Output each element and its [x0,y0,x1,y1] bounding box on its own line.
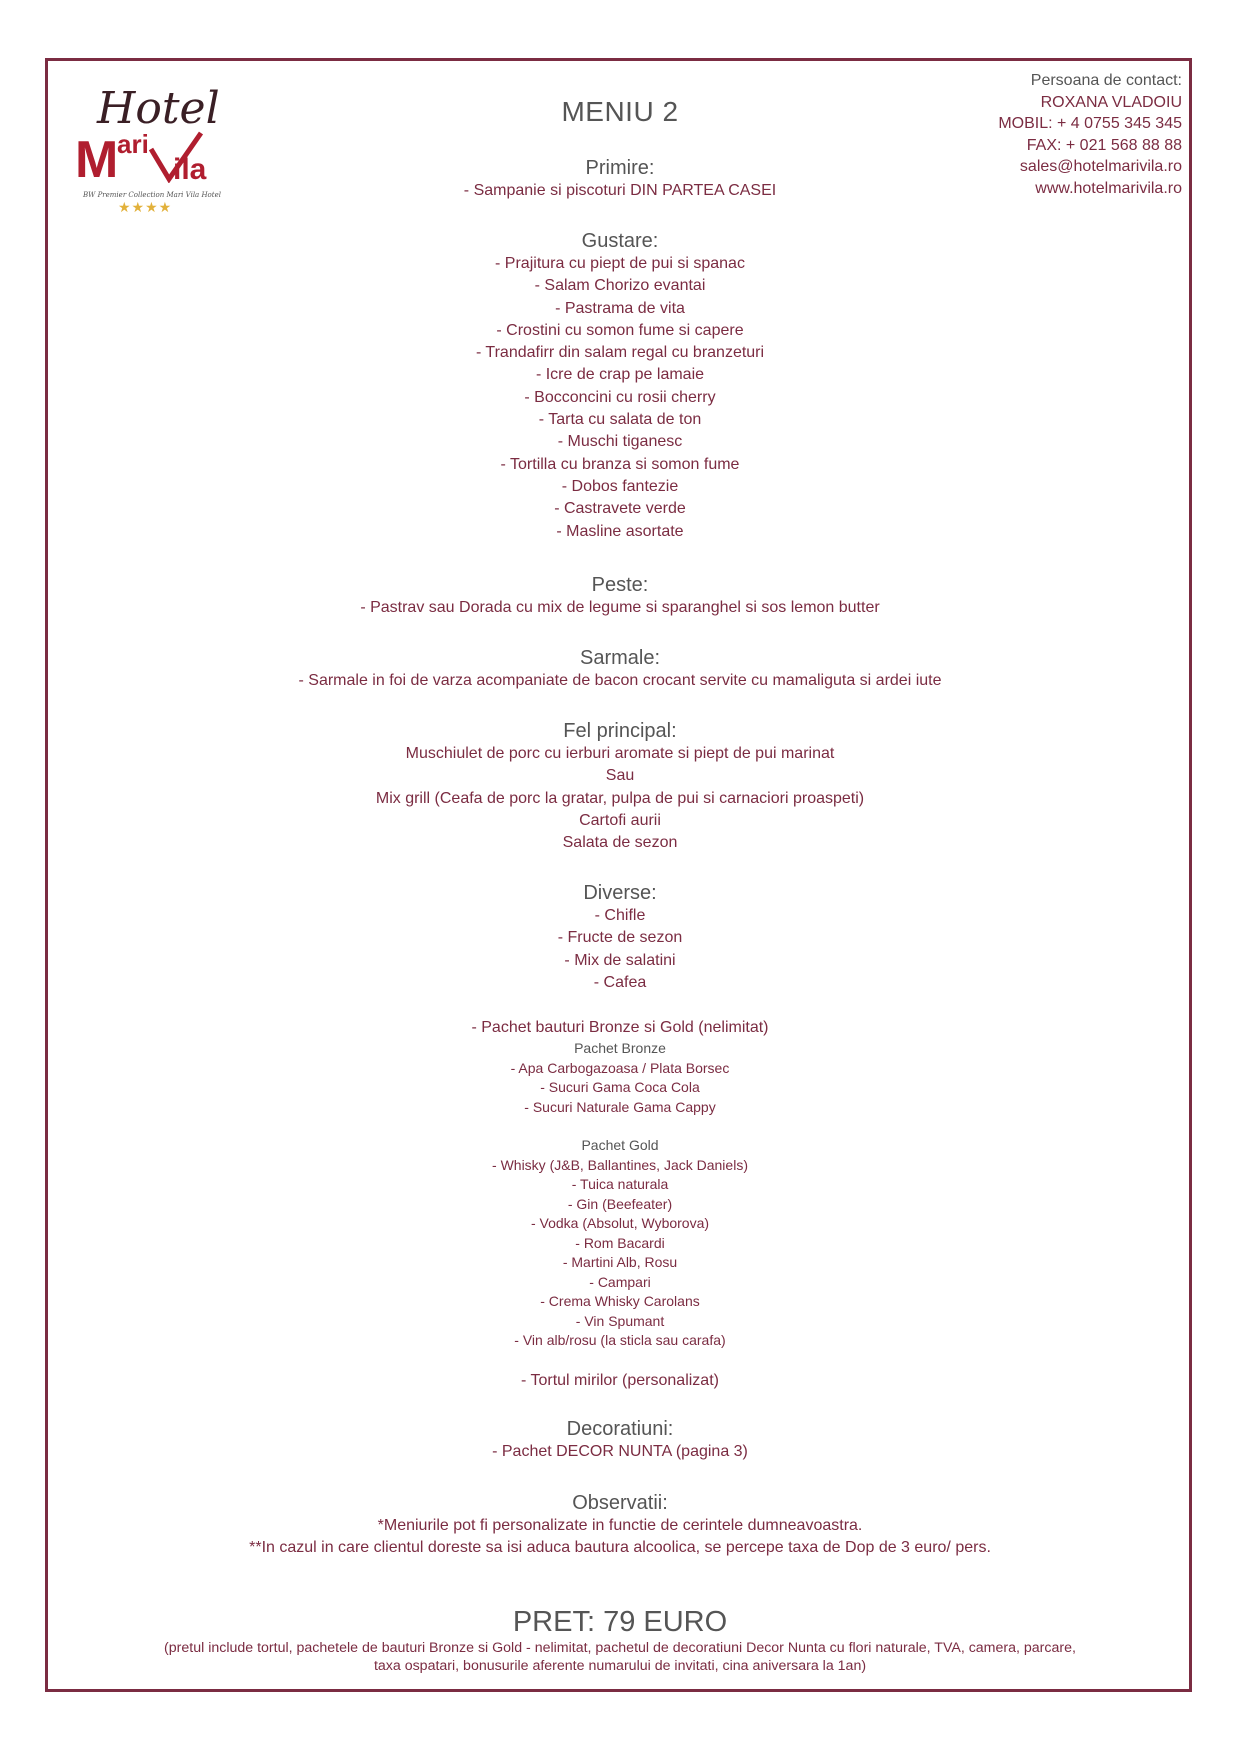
menu-item: - Vodka (Absolut, Wyborova) [530,1215,710,1232]
section-heading: Peste: [591,574,649,596]
menu-item: - Tuica naturala [571,1176,669,1193]
section-heading: Decoratiuni: [566,1418,674,1440]
contact-email-link[interactable]: sales@hotelmarivila.ro [1019,158,1182,175]
menu-item: - Trandafirr din salam regal cu branzeturi [475,344,765,362]
menu-item: - Pachet DECOR NUNTA (pagina 3) [492,1443,748,1460]
menu-item: Muschiulet de porc cu ierburi aromate si piept de pui marinat [405,745,835,762]
menu-item: Salata de sezon [562,834,678,852]
menu-item: - Castravete verde [554,500,686,518]
section-fel-principal [160,719,1080,854]
menu-title: MENIU 2 [561,96,679,127]
section-sarmale [160,646,1080,692]
menu-item: - Vin Spumant [575,1312,665,1329]
section-heading: Observatii: [572,1492,668,1514]
observatie-line: **In cazul in care clientul doreste sa isi aduca bautura alcoolica, se percepe taxa de Dop de 3 euro/ pers. [249,1539,991,1557]
menu-item: - Fructe de sezon [557,929,683,947]
bauturi-intro: - Pachet bauturi Bronze si Gold (nelimitat) [471,1019,769,1036]
menu-item: - Tarta cu salata de ton [538,411,702,429]
menu-item: - Pastrav sau Dorada cu mix de legume si sparanghel si sos lemon butter [360,599,880,616]
menu-item: - Vin alb/rosu (la sticla sau carafa) [514,1332,726,1349]
menu-item: - Apa Carbogazoasa / Plata Borsec [510,1059,730,1076]
menu-item: Sau [605,767,635,785]
menu-item: - Icre de crap pe lamaie [535,366,705,384]
section-heading: Primire: [585,157,655,179]
section-peste [160,573,1080,619]
logo-tagline: BW Premier Collection Mari Vila Hotel [83,191,221,199]
menu-item: - Prajitura cu piept de pui si spanac [495,255,745,272]
menu-item: - Masline asortate [556,522,684,540]
menu-item: - Crostini cu somon fume si capere [496,321,744,339]
logo-hotel-text: Hotel [97,83,220,134]
section-diverse [160,881,1080,994]
price-label: PRET: 79 EURO [512,1606,728,1638]
logo-stars: ★★★★ [118,200,173,216]
menu-item: - Muschi tiganesc [557,433,683,451]
menu-item: Cartofi aurii [579,811,661,829]
menu-item: - Martini Alb, Rosu [562,1254,678,1271]
menu-item: - Pastrama de vita [555,299,685,317]
observatie-line: *Meniurile pot fi personalizate in functie de cerintele dumneavoastra. [377,1517,863,1534]
section-bauturi [160,1017,1080,1351]
section-heading: Sarmale: [579,647,661,669]
menu-item: - Salam Chorizo evantai [534,277,706,295]
menu-item: - Crema Whisky Carolans [540,1293,700,1310]
section-gustare [160,229,1080,543]
contact-mobile: MOBIL: + 4 0755 345 345 [998,115,1182,132]
gold-heading: Pachet Gold [581,1137,659,1154]
menu-item: - Sampanie si piscoturi DIN PARTEA CASEI [463,182,777,199]
menu-item: - Tortilla cu branza si somon fume [500,455,740,473]
menu-item: - Sucuri Gama Coca Cola [540,1079,700,1096]
svg-text:ila: ila [173,153,207,183]
menu-item: - Bocconcini cu rosii cherry [524,388,716,406]
menu-item: - Mix de salatini [564,951,676,969]
menu-item: - Sucuri Naturale Gama Cappy [524,1098,716,1115]
contact-fax: FAX: + 021 568 88 88 [1026,136,1182,154]
section-decoratiuni [160,1417,1080,1463]
contact-label: Persoana de contact: [1030,72,1182,89]
menu-item: - Sarmale in foi de varza acompaniate de bacon crocant servite cu mamaliguta si ardei iute [298,672,942,689]
section-heading: Gustare: [581,230,659,252]
menu-item: - Campari [589,1273,651,1290]
bronze-heading: Pachet Bronze [574,1040,666,1057]
menu-item: - Dobos fantezie [561,477,679,495]
menu-item: - Cafea [593,973,647,991]
section-observatii [160,1491,1080,1560]
contact-name: ROXANA VLADOIU [1040,93,1182,111]
price-note-line: (pretul include tortul, pachetele de bauturi Bronze si Gold - nelimitat, pachetul de decoratiuni Decor Nunta cu flori naturale, TVA, camera, parcare, [164,1640,1076,1656]
menu-item: - Whisky (J&B, Ballantines, Jack Daniels) [492,1156,748,1173]
section-primire [160,156,1080,202]
spacer [160,1117,1080,1136]
menu-item: - Rom Bacardi [575,1234,665,1251]
menu-item: Mix grill (Ceafa de porc la gratar, pulpa de pui si carnaciori proaspeti) [375,789,865,807]
price-note-line: taxa ospatari, bonusurile aferente numarului de invitati, cina aniversara la 1an) [373,1658,867,1674]
contact-website-link[interactable]: www.hotelmarivila.ro [1035,179,1182,197]
section-heading: Diverse: [583,882,657,904]
menu-item: - Chifle [594,907,646,924]
svg-text:M: M [75,131,119,183]
section-heading: Fel principal: [563,720,677,742]
section-pret [70,1605,1170,1675]
menu-item: - Gin (Beefeater) [567,1195,673,1212]
tort-item: - Tortul mirilor (personalizat) [521,1372,719,1389]
svg-text:ari: ari [117,129,149,159]
